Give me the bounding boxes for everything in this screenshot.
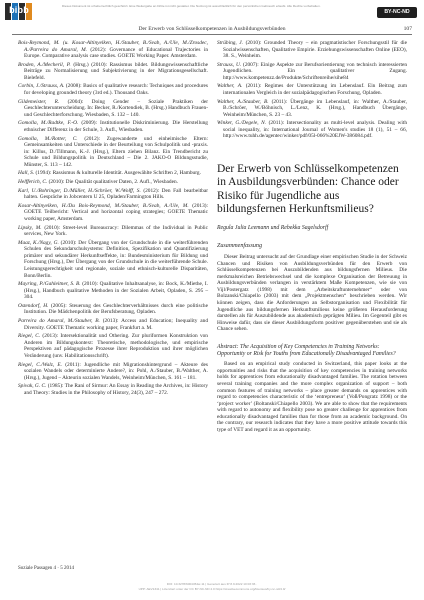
download-line-2: UPP: AEV1341 | Lizenziert unter der CC BY-NC-ND 4.0 https://creativecommons.org/licenses/by-nc-nd/4.0/	[138, 587, 286, 591]
abstract-english-title: Abstract: The Acquisition of Key Competencies in Training Networks: Opportunity or Risk for Youths from Educationally Disadvantaged Families?	[217, 343, 396, 357]
download-line-1: DOI: 10.3278/6004454w-11 | Generiert aus IP 8.9.2022 10:03:36 ·	[166, 582, 258, 586]
reference-item: Winker, G./Degele, N. (2011): Intersectionality as multi-level analysis. Dealing with social inequality, in: International Journal of Women's studies 18 (1), 51 – 66, http://www.tuhh.de/agentec/winker/pdf/05l-066%20EJW-386084.pdf.	[217, 120, 408, 140]
license-badge: BY-NC-ND	[377, 7, 417, 18]
reference-item: Spivak, G. C. (1985): The Rani of Sirmur: An Essay in Reading the Archives, in: History and Theory: Studies in the Philosophy of History, 24(3), 247 – 272.	[18, 383, 208, 396]
abstract-german: Dieser Beitrag untersucht auf der Grundlage einer empirischen Studie in der Schweiz Chancen und Risiken von Ausbildungsverbünden für den Erwerb von Schlüsselkompetenzen bei Auszubildenden aus bildungsfernen Milieus. Die merkmalsreichen Betriebswechsel und die komplexe Organisation der Betreuung in Ausbildungsverbünden verlangen in verstärktem Maße Kompetenzen, wie sie von Vijl/Postergatz (1998) mit dem „Arbeitskraftunternehmer“ oder von Bolzanski/Chiapello (2003) mit dem „Projektmenschen“ beschrieben werden. Wir können zeigen, dass die Anforderungen an Selbstorganisation und Flexibilität für Jugendliche aus bildungsfernen Herkunftsmilieus keine größeren Herausforderung darstellen als für Auszubildende aus akademisch geprägten Milieu. Im Gegenteil gibt es Hinweise dafür, dass sie dieser Ausbildungsform positiver gegenüberstehen und sie als Chance sehen.	[217, 254, 407, 333]
reference-item: Strauss, U. (2007): Einige Aspekte zur Berufsorientierung von technisch interessierten Jugendlichen. Ein qualitativer Zugang. http://www.kompetenzz.de/Produkte/Schriftenreihe/sihe84	[217, 61, 407, 81]
reference-item: Mayring, P./Gahleitner, S. B. (2010): Qualitative Inhaltsanalyse, in: Bock, K./Miethe, I. (Hrsg.), Handbuch qualitative Methoden in der Sozialen Arbeit, Opladen, S. 295 – 304.	[18, 281, 208, 301]
reference-item: Karl, U./Bohringer, D./Müller, H./Schröer, W./Wolff, S. (2012): Den Fall bearbeitbar halten. Gespräche in Jobcentern U 25, Opladen/Farmington Hills.	[18, 187, 208, 201]
reference-item: Parreira do Amaral, M./Stauber, B. (2013): Access and Education; Inequality and Diversity. GOETE Thematic working paper, Frankfurt a. M.	[18, 318, 209, 331]
reference-item: Riegel, C./Walz, E. (2011): Jugendliche mit Migrationshintergrund – Akteure des sozialen Wandels oder determinierte Andere?, in: Pohl, A./Stauber, B./Walther, A. (Hrsg.), Jugend – Akteurin sozialen Wandels, Weinheim/München, S. 161 – 181.	[18, 361, 208, 381]
header-rule	[12, 34, 412, 35]
reference-item: Hall, S. (1994): Rassismus & kulturelle Identität. Ausgewählte Schriften 2, Hamburg.	[18, 170, 201, 177]
reference-item: Lipsky, M. (2010): Street-level Bureaucracy: Dilemmas of the Individual in Public services, New York.	[18, 224, 208, 238]
article-authors: Regula Julia Leemann und Rebekka Sagelsdorff	[217, 224, 329, 231]
reference-item: Ostendorf, H. (2005): Steuerung des Geschlechterverhältnisses durch eine politische Institution. Die Mädchenpolitik der Berufsberatung, Opladen.	[18, 302, 208, 316]
abstract-english: Based on an empirical study conducted in Switzerland, this paper looks at the opportunities and risks that the acquisition of key competencies in training networks holds for apprentices from educationally disadvantaged families. The rotation between several training companies and the more complex organization of support – both common features of training networks – place greater demands on apprentices with regard to competencies characteristic of the ‘entrepreneur’ (Voß/Pongratz 1998) or the ‘project worker’ (Boltanski/Chiapello 2003). We are able to show that the requirements with regard to autonomy and flexibility pose no greater challenge for apprentices from educationally disadvantaged families than for those from an academic background. On the contrary, our research indicates that they have a more positive attitude towards this type of VET and regard it as an opportunity.	[217, 361, 407, 433]
reference-item: Broden, A./Mecheril, P. (Hrsg.) (2010): Rassismus bildet. Bildungswissenschaftliche Beiträge zu Normalisierung und Subjektivierung in der Migrationsgesellschaft. Bielefeld.	[18, 61, 208, 81]
publisher-header	[0, 0, 424, 24]
abstract-heading: Zusammenfassung	[217, 242, 263, 249]
reference-item: Walther, A./Stauber, B. (2011): Übergänge im Lebenslauf, in: Walther, A./Stauber, B./Schröer, W./Böhnisch, L./Lenz, K. (Hrsg.), Handbuch Übergänge, Weinheim/München, S. 23 – 43.	[217, 98, 407, 118]
bibb-logo	[5, 3, 33, 20]
right-column	[217, 40, 407, 433]
running-title: Der Erwerb von Schlüsselkompetenzen in Ausbildungsverbünden	[138, 26, 286, 32]
reference-item: Gomolla, M./Radtke, F.-O. (2009): Institutionelle Diskriminierung. Die Herstellung ethnischer Differenz in der Schule, 3. Aufl., Wiesbaden.	[18, 120, 208, 133]
page-number: 107	[403, 26, 412, 32]
reference-item: Walther, A. (2011): Regimes der Unterstützung im Lebenslauf. Ein Beitrag zum internationalen Vergleich in der sozialpädagogischen Forschung, Opladen.	[217, 83, 408, 97]
reference-item: Kosar-Altinyelken, H./Du Bois-Reymond, M./Stauber, B./Svab, A./Ule, M. (2013): GOETE Teilbericht: Vertical and horizontal coping strategies; GOETE Thematic working paper, Amsterdam.	[18, 202, 209, 222]
reference-item: Strübing, J. (2010): Grounded Theory – ein pragmatistischer Forschungsstil für die Sozialwissenschaften, Qualitative Empirie. Erziehungswissenschaften Online (EEO), 38. S., Weinheim.	[217, 40, 408, 60]
reference-item: Maaz, K./Nagy, G. (2010): Der Übergang von der Grundschule in die weiterführenden Schulen des Sekundarschulsystems: Definition, Spezifikation und Quantifizierung primärer und sekundärer Herkunftseffekte, in: Bundesministerium für Bildung und Forschung (Hrsg.), Der Übergang von der Grundschule in die weiterführende Schule. Leistungsgerechtigkeit und regionale, soziale und ethnisch-kulturelle Disparitäten, Bonn/Berlin.	[18, 239, 208, 279]
article-title: Der Erwerb von Schlüsselkompetenzen in Ausbildungsverbünden: Chance oder Risiko für Jugendliche aus bildungsfernen Herkunftsmilieus?	[217, 163, 399, 216]
reference-item: Riegel, C. (2013): Intersektionalität und Othering. Zur pluriformen Konstruktion von Anderen im Bildungskontext: Theoretische, methodologische, und empirische Perspektiven auf pädagogische Prozesse ihrer Reproduktion und ihrer möglichen Veränderung (unv. Habilitationsschrift).	[18, 333, 208, 359]
reference-item: Corbin, J./Strauss, A. (2008): Basics of qualitative research: Techniques and procedures for developing grounded theory (3rd ed.). Thousand Oaks.	[18, 83, 208, 97]
left-column-references	[18, 40, 208, 398]
reference-item: Bois-Reymond, M. (u. Kosar-Altinyelken, H./Stauber, B./Svab, A./Ule, M./Zrosdec, A./Parreira do Amaral, M. (2012): Governance of Educational Trajectories in Europe. Comparative analysis case studies. GOETE Working Paper. Amsterdam.	[18, 40, 208, 60]
journal-footer: Soziale Passagen 4 · 5 2014	[18, 566, 74, 571]
reference-item: Gildemeister, R. (2004): Doing Gender – Soziale Praktiken der Geschlechterunterscheidung. In: Becker, R./Kortendiek, B. (Hrsg.) Handbuch Frauen- und Geschlechterforschung. Wiesbaden, S. 132 – 140.	[18, 98, 208, 118]
legal-notice: Dieses Dokument ist urheberrechtlich geschützt. Eine Weitergabe an Dritte ist nicht gestattet. Die Nutzung ist ausschließlich für den persönlichen Gebrauch erlaubt. Alle Rechte vorbehalten.	[62, 4, 321, 8]
logo-text: bibb	[9, 5, 29, 15]
reference-item: Gomolla, M./Rotter, C. (2012): Zugewanderte und einheimische Eltern: Gemeinsamkeiten und Unterschiede in der Beurteilung von Schulpolitik und -praxis. in: Killus, D./Tillmann, K.-J. (Hrsg.), Eltern ziehen Bilanz. Ein Trendbericht zu Schule und Bildungspolitik in Deutschland – Die 2. JAKO-O Bildungsstudie, Münster, S. 113 – 142.	[18, 135, 209, 168]
reference-item: Helfferich, C. (2010): Die Qualität qualitativer Daten, 2. Aufl., Wiesbaden.	[18, 179, 178, 186]
running-header	[0, 25, 424, 33]
